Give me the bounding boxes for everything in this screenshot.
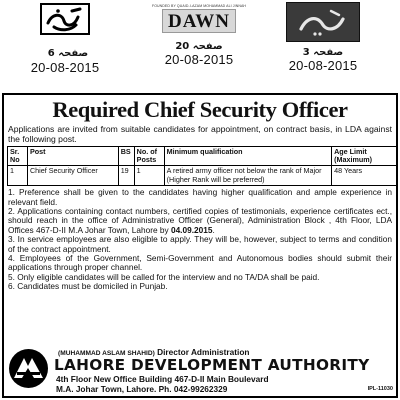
header-bs: BS (118, 147, 134, 166)
ad-footer (4, 346, 396, 398)
jang-date: 20-08-2015 (30, 60, 100, 75)
condition-1: 1. Preference shall be given to the candidates having higher qualification and ample experience in relevant field. (8, 187, 392, 207)
cell-no-of-posts: 1 (134, 166, 164, 186)
authority-address (56, 374, 269, 394)
ad-intro: Applications are invited from suitable candidates for appointment, on contract basis, in LDA against the following post. (8, 124, 392, 144)
condition-6: 6. Candidates must be domiciled in Punjab. (8, 281, 168, 292)
jang-logo (40, 3, 90, 35)
conditions-list (4, 186, 396, 291)
jang-newspaper-header (15, 3, 115, 75)
dunya-logo (286, 2, 360, 42)
lda-logo (8, 348, 49, 389)
dawn-founder-line: FOUNDED BY QUAID-I-AZAM MOHAMMAD ALI JINNAH (151, 4, 247, 8)
dawn-date: 20-08-2015 (164, 52, 234, 67)
deadline-date: 04.09.2015 (170, 224, 213, 235)
condition-3: 3. In service employees are also eligible to apply. They will be, however, subject to terms and condition of the contract appointment. (8, 234, 392, 254)
posts-table (7, 146, 397, 186)
table-row (8, 166, 397, 186)
dunya-date: 20-08-2015 (288, 58, 358, 73)
ipl-number: IPL-11030 (367, 386, 393, 392)
condition-2 (8, 207, 392, 235)
header-no-of-posts: No. of Posts (134, 147, 164, 166)
dunya-page-number: صفحہ 3 (302, 47, 344, 58)
address-line-2: M.A. Johar Town, Lahore. Ph. 042-99262329 (56, 384, 228, 394)
dawn-newspaper-header (138, 4, 260, 67)
header-minimum-qualification: Minimum qualification (164, 147, 331, 166)
condition-4: 4. Employees of the Government, Semi-Government and Autonomous bodies should submit their applications through proper channel. (8, 253, 392, 273)
cell-sr-no: 1 (8, 166, 28, 186)
condition-2-text: 2. Applications containing contact numbers, certified copies of testimonials, experience certificates ect., should reach in the office of Administrative Officer (General), Administration Block , 4th Floor, LDA Offices 467-D-II M.A Johar Town, Lahore by (8, 206, 392, 235)
table-header-row (8, 147, 397, 166)
authority-name: LAHORE DEVELOPMENT AUTHORITY (54, 356, 370, 374)
cell-age-limit: 48 Years (332, 166, 397, 186)
header-post: Post (27, 147, 118, 166)
cell-minimum-qualification: A retired army officer not below the rank of Major (Higher Rank will be preferred) (164, 166, 331, 186)
address-line-1: 4th Floor New Office Building 467-D-II Main Boulevard (56, 374, 269, 384)
dawn-page-number: صفحہ 20 (175, 41, 223, 52)
condition-5: 5. Only eligible candidates will be called for the interview and no TA/DA shall be paid. (8, 271, 320, 282)
signatory-title: Director Administration (154, 347, 250, 357)
header-age-limit: Age Limit (Maximum) (332, 147, 397, 166)
dawn-logo: DAWN (162, 9, 236, 33)
ad-title: Required Chief Security Officer (52, 97, 348, 122)
jang-page-number: صفحہ 6 (47, 48, 89, 59)
cell-post: Chief Security Officer (27, 166, 118, 186)
header-sr-no: Sr. No (8, 147, 28, 166)
condition-2-end: . (212, 224, 215, 235)
cell-bs: 19 (118, 166, 134, 186)
dunya-newspaper-header (268, 2, 378, 73)
signatory-name: (MUHAMMAD ASLAM SHAHID) (58, 350, 155, 357)
job-advertisement (2, 93, 398, 398)
